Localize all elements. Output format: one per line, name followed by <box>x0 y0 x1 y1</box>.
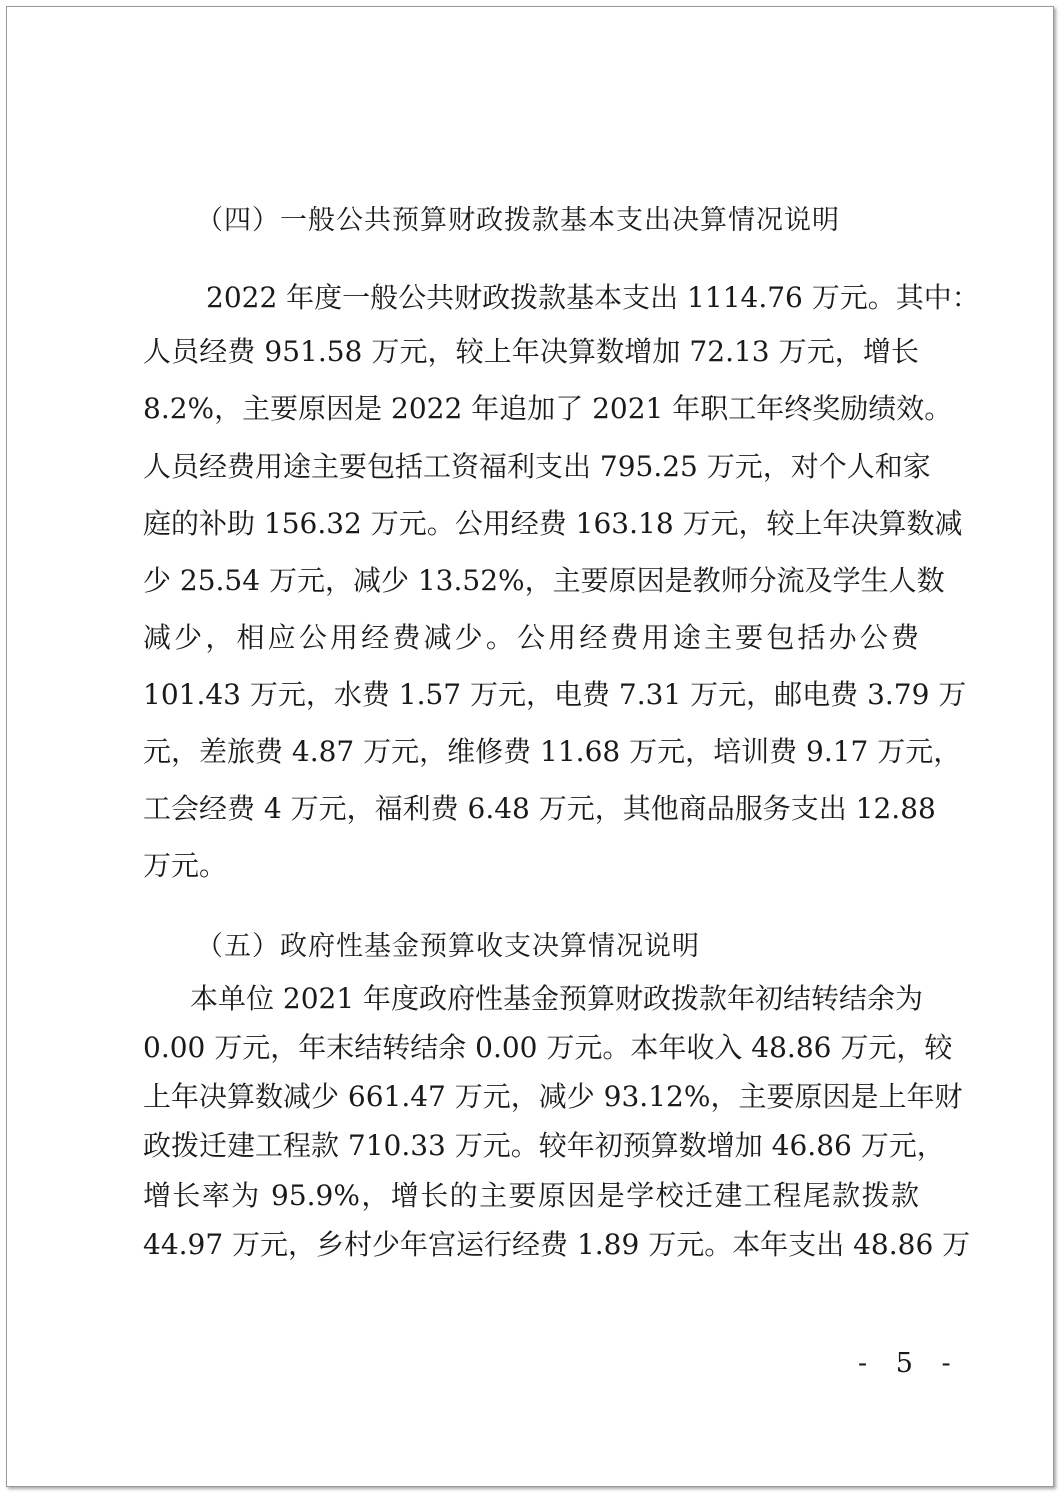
page-number: - 5 - <box>858 1348 961 1379</box>
section-4-line-4: 人员经费用途主要包括工资福利支出 795.25 万元，对个人和家 <box>143 450 931 483</box>
section-4-line-6: 少 25.54 万元，减少 13.52%，主要原因是教师分流及学生人数 <box>143 564 945 597</box>
section-4-line-9: 元，差旅费 4.87 万元，维修费 11.68 万元，培训费 9.17 万元， <box>143 735 962 768</box>
section-4-line-5: 庭的补助 156.32 万元。公用经费 163.18 万元，较上年决算数减 <box>143 507 963 540</box>
section-5-line-6: 44.97 万元，乡村少年宫运行经费 1.89 万元。本年支出 48.86 万 <box>143 1228 971 1261</box>
section-5-line-2: 0.00 万元，年末结转结余 0.00 万元。本年收入 48.86 万元，较 <box>143 1031 953 1064</box>
section-4-line-11: 万元。 <box>143 849 228 882</box>
section-4-line-2: 人员经费 951.58 万元，较上年决算数增加 72.13 万元，增长 <box>143 335 919 368</box>
section-5-line-3: 上年决算数减少 661.47 万元，减少 93.12%，主要原因是上年财 <box>143 1080 963 1113</box>
section-4-line-3: 8.2%，主要原因是 2022 年追加了 2021 年职工年终奖励绩效。 <box>143 392 953 425</box>
section-4-line-7: 减少，相应公用经费减少。公用经费用途主要包括办公费 <box>143 621 919 654</box>
section-5-line-5: 增长率为 95.9%，增长的主要原因是学校迁建工程尾款拨款 <box>143 1179 919 1212</box>
section-4-heading: （四）一般公共预算财政拨款基本支出决算情况说明 <box>196 205 840 236</box>
section-4-line-1: 2022 年度一般公共财政拨款基本支出 1114.76 万元。其中： <box>206 281 980 314</box>
section-5-line-1: 本单位 2021 年度政府性基金预算财政拨款年初结转结余为 <box>190 982 924 1015</box>
section-4-line-10: 工会经费 4 万元，福利费 6.48 万元，其他商品服务支出 12.88 <box>143 792 936 825</box>
section-4-line-8: 101.43 万元，水费 1.57 万元，电费 7.31 万元，邮电费 3.79 万 <box>143 678 967 711</box>
section-5-heading: （五）政府性基金预算收支决算情况说明 <box>196 931 700 962</box>
section-5-line-4: 政拨迁建工程款 710.33 万元。较年初预算数增加 46.86 万元， <box>143 1129 945 1162</box>
